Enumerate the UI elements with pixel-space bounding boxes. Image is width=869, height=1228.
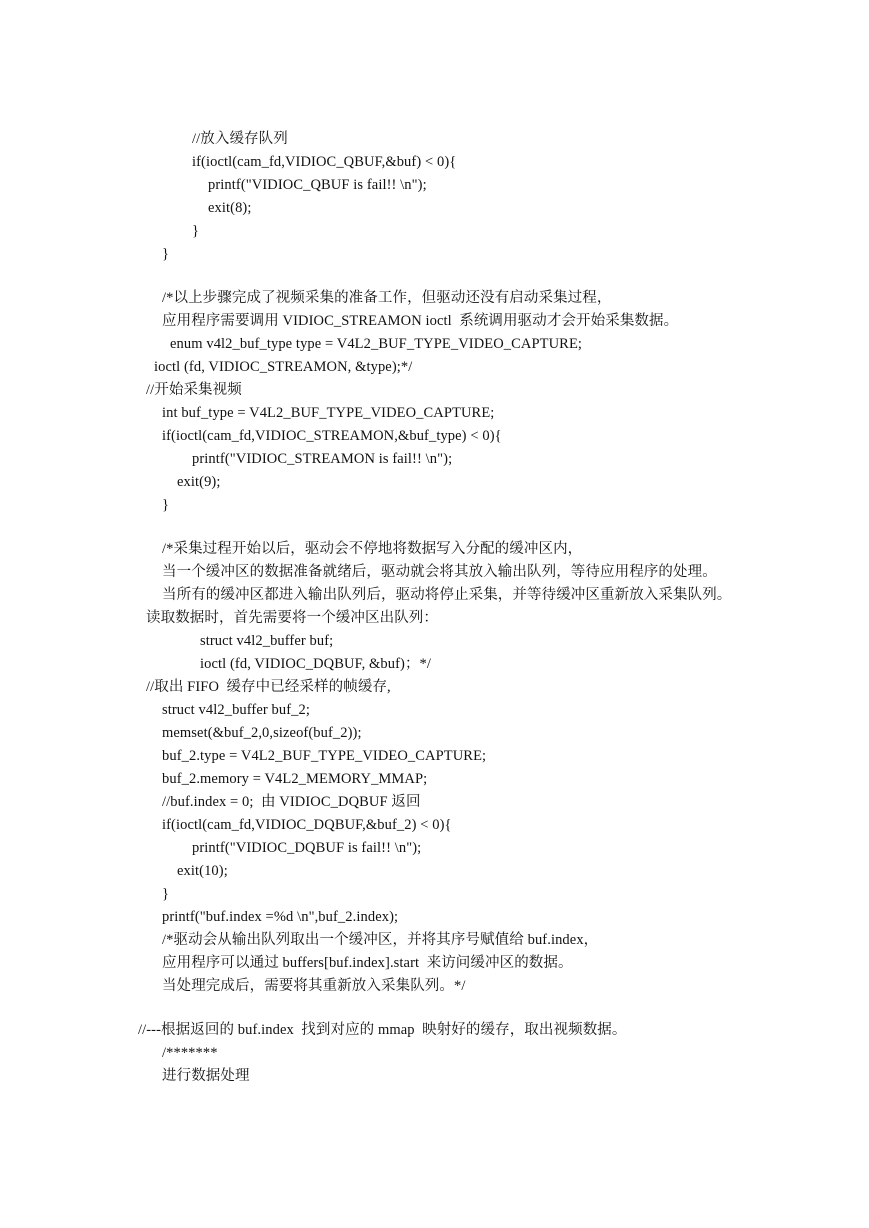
code-comment-requeue: 当处理完成后，需要将其重新放入采集队列。*/ (162, 978, 466, 994)
code-line-exit-10: exit(10); (177, 863, 228, 879)
code-line-struct-buf2: struct v4l2_buffer buf_2; (162, 702, 311, 718)
code-line-buf2-memory: buf_2.memory = V4L2_MEMORY_MMAP; (162, 771, 428, 787)
code-comment-buf-index: //buf.index = 0; 由 VIDIOC_DQBUF 返回 (162, 794, 421, 810)
code-line-printf-index: printf("buf.index =%d \n",buf_2.index); (162, 909, 399, 925)
code-comment-ioctl-dqbuf: ioctl (fd, VIDIOC_DQBUF, &buf)；*/ (200, 656, 432, 672)
code-comment-all-buffers: 当所有的缓冲区都进入输出队列后，驱动将停止采集，并等待缓冲区重新放入采集队列。 (162, 587, 732, 603)
code-comment-fifo: //取出 FIFO 缓存中已经采样的帧缓存, (146, 679, 391, 695)
code-line-qbuf-if: if(ioctl(cam_fd,VIDIOC_QBUF,&buf) < 0){ (192, 154, 457, 170)
code-line-memset: memset(&buf_2,0,sizeof(buf_2)); (162, 725, 362, 741)
code-comment-find-mmap: //---根据返回的 buf.index 找到对应的 mmap 映射好的缓存，取出视频数据。 (138, 1022, 627, 1038)
code-line-brace-outer: } (162, 246, 170, 262)
code-comment-buffers-start: 应用程序可以通过 buffers[buf.index].start 来访问缓冲区的数据。 (162, 955, 573, 971)
code-comment-ioctl-streamon: ioctl (fd, VIDIOC_STREAMON, &type);*/ (154, 359, 413, 375)
code-comment-read-data: 读取数据时，首先需要将一个缓冲区出队列： (146, 610, 438, 626)
code-comment-start-capture: //开始采集视频 (146, 382, 242, 398)
code-line-brace-streamon: } (162, 497, 170, 513)
code-line-exit-8: exit(8); (208, 200, 252, 216)
code-line-qbuf-printf: printf("VIDIOC_QBUF is fail!! \n"); (208, 177, 427, 193)
code-line-brace-inner: } (192, 223, 200, 239)
code-comment-prep-done: /*以上步骤完成了视频采集的准备工作，但驱动还没有启动采集过程， (162, 290, 612, 306)
code-comment-streamon-note: 应用程序需要调用 VIDIOC_STREAMON ioctl 系统调用驱动才会开始采集数据。 (162, 313, 679, 329)
code-line-buf2-type: buf_2.type = V4L2_BUF_TYPE_VIDEO_CAPTURE; (162, 748, 487, 764)
code-comment-buffer-ready: 当一个缓冲区的数据准备就绪后，驱动就会将其放入输出队列，等待应用程序的处理。 (162, 564, 717, 580)
code-comment-block-start: /******* (162, 1045, 218, 1061)
code-comment-enum-type: enum v4l2_buf_type type = V4L2_BUF_TYPE_VIDEO_CAPTURE; (170, 336, 583, 352)
code-comment-data-process: 进行数据处理 (162, 1068, 250, 1084)
code-line-buf-type: int buf_type = V4L2_BUF_TYPE_VIDEO_CAPTURE; (162, 405, 495, 421)
code-line-brace-dqbuf: } (162, 886, 170, 902)
code-comment-enqueue: //放入缓存队列 (192, 131, 288, 147)
code-line-streamon-printf: printf("VIDIOC_STREAMON is fail!! \n"); (192, 451, 453, 467)
code-comment-struct-buf: struct v4l2_buffer buf; (200, 633, 334, 649)
code-line-exit-9: exit(9); (177, 474, 221, 490)
code-line-dqbuf-if: if(ioctl(cam_fd,VIDIOC_DQBUF,&buf_2) < 0){ (162, 817, 452, 833)
code-comment-driver-dequeue: /*驱动会从输出队列取出一个缓冲区，并将其序号赋值给 buf.index， (162, 932, 599, 948)
code-line-streamon-if: if(ioctl(cam_fd,VIDIOC_STREAMON,&buf_type) < 0){ (162, 428, 502, 444)
code-line-dqbuf-printf: printf("VIDIOC_DQBUF is fail!! \n"); (192, 840, 422, 856)
code-comment-capture-start: /*采集过程开始以后，驱动会不停地将数据写入分配的缓冲区内， (162, 541, 583, 557)
